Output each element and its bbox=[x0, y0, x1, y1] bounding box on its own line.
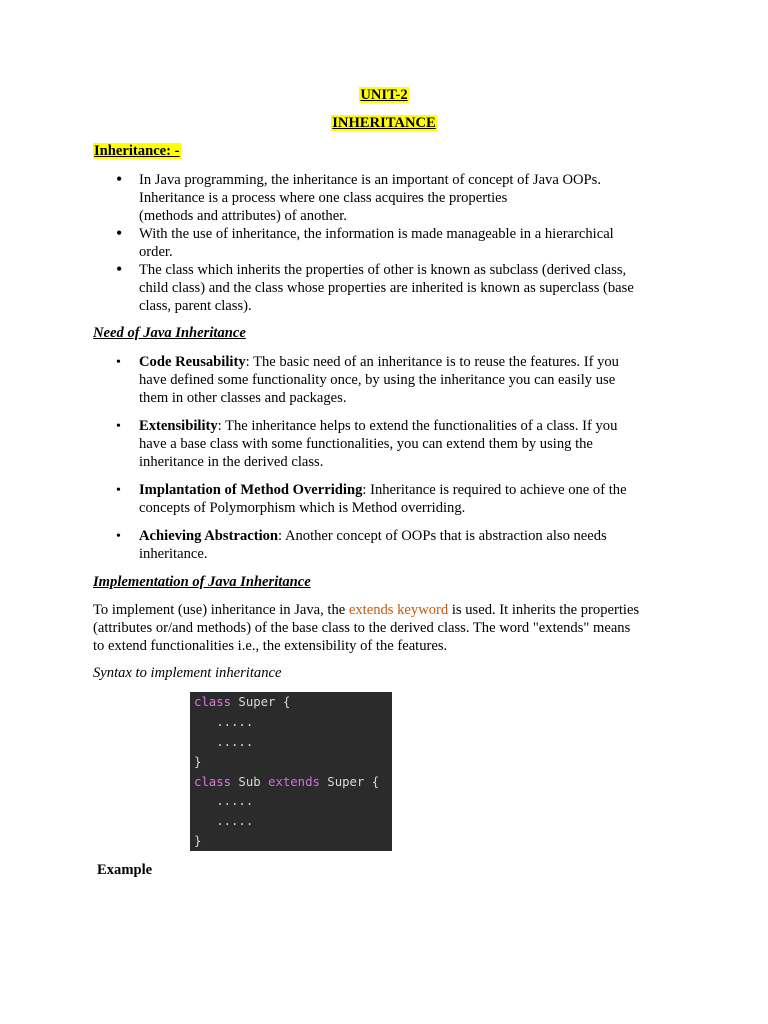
intro-bullet-3-line-3: class, parent class). bbox=[139, 298, 252, 314]
inheritance-heading bbox=[93, 143, 181, 160]
bullet-icon bbox=[116, 527, 121, 546]
intro-bullet-1-line-3: (methods and attributes) of another. bbox=[139, 208, 347, 224]
inheritance-heading-text: Inheritance: - bbox=[94, 143, 180, 159]
need-list bbox=[139, 353, 679, 563]
code-line: } bbox=[194, 754, 202, 769]
need-heading: Need of Java Inheritance bbox=[93, 325, 246, 341]
code-keyword: class bbox=[194, 695, 232, 709]
code-line: ..... bbox=[194, 814, 254, 829]
need-3-line-2: concepts of Polymorphism which is Method overriding. bbox=[139, 500, 466, 516]
intro-bullet-1-line-1: In Java programming, the inheritance is an important of concept of Java OOPs. bbox=[139, 172, 602, 188]
list-item bbox=[139, 261, 679, 315]
need-1-line-1: : The basic need of an inheritance is to reuse the features. If you bbox=[245, 354, 619, 370]
bullet-icon bbox=[116, 417, 121, 436]
need-1-line-3: them in other classes and packages. bbox=[139, 390, 347, 406]
code-line: ..... bbox=[194, 714, 254, 729]
need-2-line-2: have a base class with some functionalities, you can extend them by using the bbox=[139, 436, 593, 452]
need-term: Extensibility bbox=[139, 418, 218, 434]
intro-bullet-3-line-1: The class which inherits the properties of other is known as subclass (derived class, bbox=[139, 262, 627, 278]
impl-text-before: To implement (use) inheritance in Java, the bbox=[93, 602, 349, 618]
impl-line-2: (attributes or/and methods) of the base class to the derived class. The word "extends" means bbox=[93, 620, 631, 636]
code-line: ..... bbox=[194, 794, 254, 809]
code-keyword: class bbox=[194, 774, 232, 789]
intro-bullet-3-line-2: child class) and the class whose properties are inherited is known as superclass (base bbox=[139, 280, 634, 296]
unit-title bbox=[0, 87, 768, 104]
intro-bullet-1-line-2: Inheritance is a process where one class acquires the properties bbox=[139, 190, 508, 206]
extends-keyword-link[interactable]: extends keyword bbox=[348, 602, 449, 618]
code-line bbox=[194, 773, 392, 793]
syntax-caption: Syntax to implement inheritance bbox=[93, 665, 282, 681]
code-keyword: extends bbox=[268, 774, 320, 789]
code-text: Super { bbox=[319, 774, 380, 789]
need-term: Implantation of Method Overriding bbox=[139, 482, 363, 498]
code-snippet bbox=[190, 692, 392, 851]
intro-bullet-2-line-2: order. bbox=[139, 244, 173, 260]
code-text: Sub bbox=[231, 774, 269, 789]
topic-title bbox=[0, 115, 768, 132]
code-line bbox=[194, 693, 392, 713]
need-4-line-1: : Another concept of OOPs that is abstraction also needs bbox=[278, 528, 607, 544]
need-2-line-1: : The inheritance helps to extend the functionalities of a class. If you bbox=[217, 418, 618, 434]
list-item bbox=[139, 527, 679, 563]
bullet-icon bbox=[116, 171, 122, 190]
impl-text-after: is used. It inherits the properties bbox=[448, 602, 640, 618]
code-text: Super { bbox=[231, 695, 291, 709]
need-term: Code Reusability bbox=[139, 354, 246, 370]
intro-bullet-list bbox=[139, 171, 679, 315]
need-term: Achieving Abstraction bbox=[139, 528, 279, 544]
need-1-line-2: have defined some functionality once, by using the inheritance you can easily use bbox=[139, 372, 616, 388]
list-item bbox=[139, 417, 679, 471]
bullet-icon bbox=[116, 225, 122, 244]
need-3-line-1: : Inheritance is required to achieve one of the bbox=[362, 482, 627, 498]
need-4-line-2: inheritance. bbox=[139, 546, 208, 562]
code-line: } bbox=[194, 834, 202, 849]
unit-title-text: UNIT-2 bbox=[360, 87, 408, 103]
list-item bbox=[139, 171, 679, 225]
code-line: ..... bbox=[194, 734, 254, 749]
need-2-line-3: inheritance in the derived class. bbox=[139, 454, 324, 470]
intro-bullet-2-line-1: With the use of inheritance, the information is made manageable in a hierarchical bbox=[139, 226, 614, 242]
topic-title-text: INHERITANCE bbox=[332, 115, 436, 131]
impl-line-3: to extend functionalities i.e., the extensibility of the features. bbox=[93, 638, 448, 654]
list-item bbox=[139, 225, 679, 261]
list-item bbox=[139, 353, 679, 407]
bullet-icon bbox=[116, 353, 121, 372]
bullet-icon bbox=[116, 261, 122, 280]
bullet-icon bbox=[116, 481, 121, 500]
implementation-paragraph bbox=[93, 601, 683, 655]
implementation-heading: Implementation of Java Inheritance bbox=[93, 574, 311, 590]
list-item bbox=[139, 481, 679, 517]
example-heading: Example bbox=[97, 862, 153, 878]
